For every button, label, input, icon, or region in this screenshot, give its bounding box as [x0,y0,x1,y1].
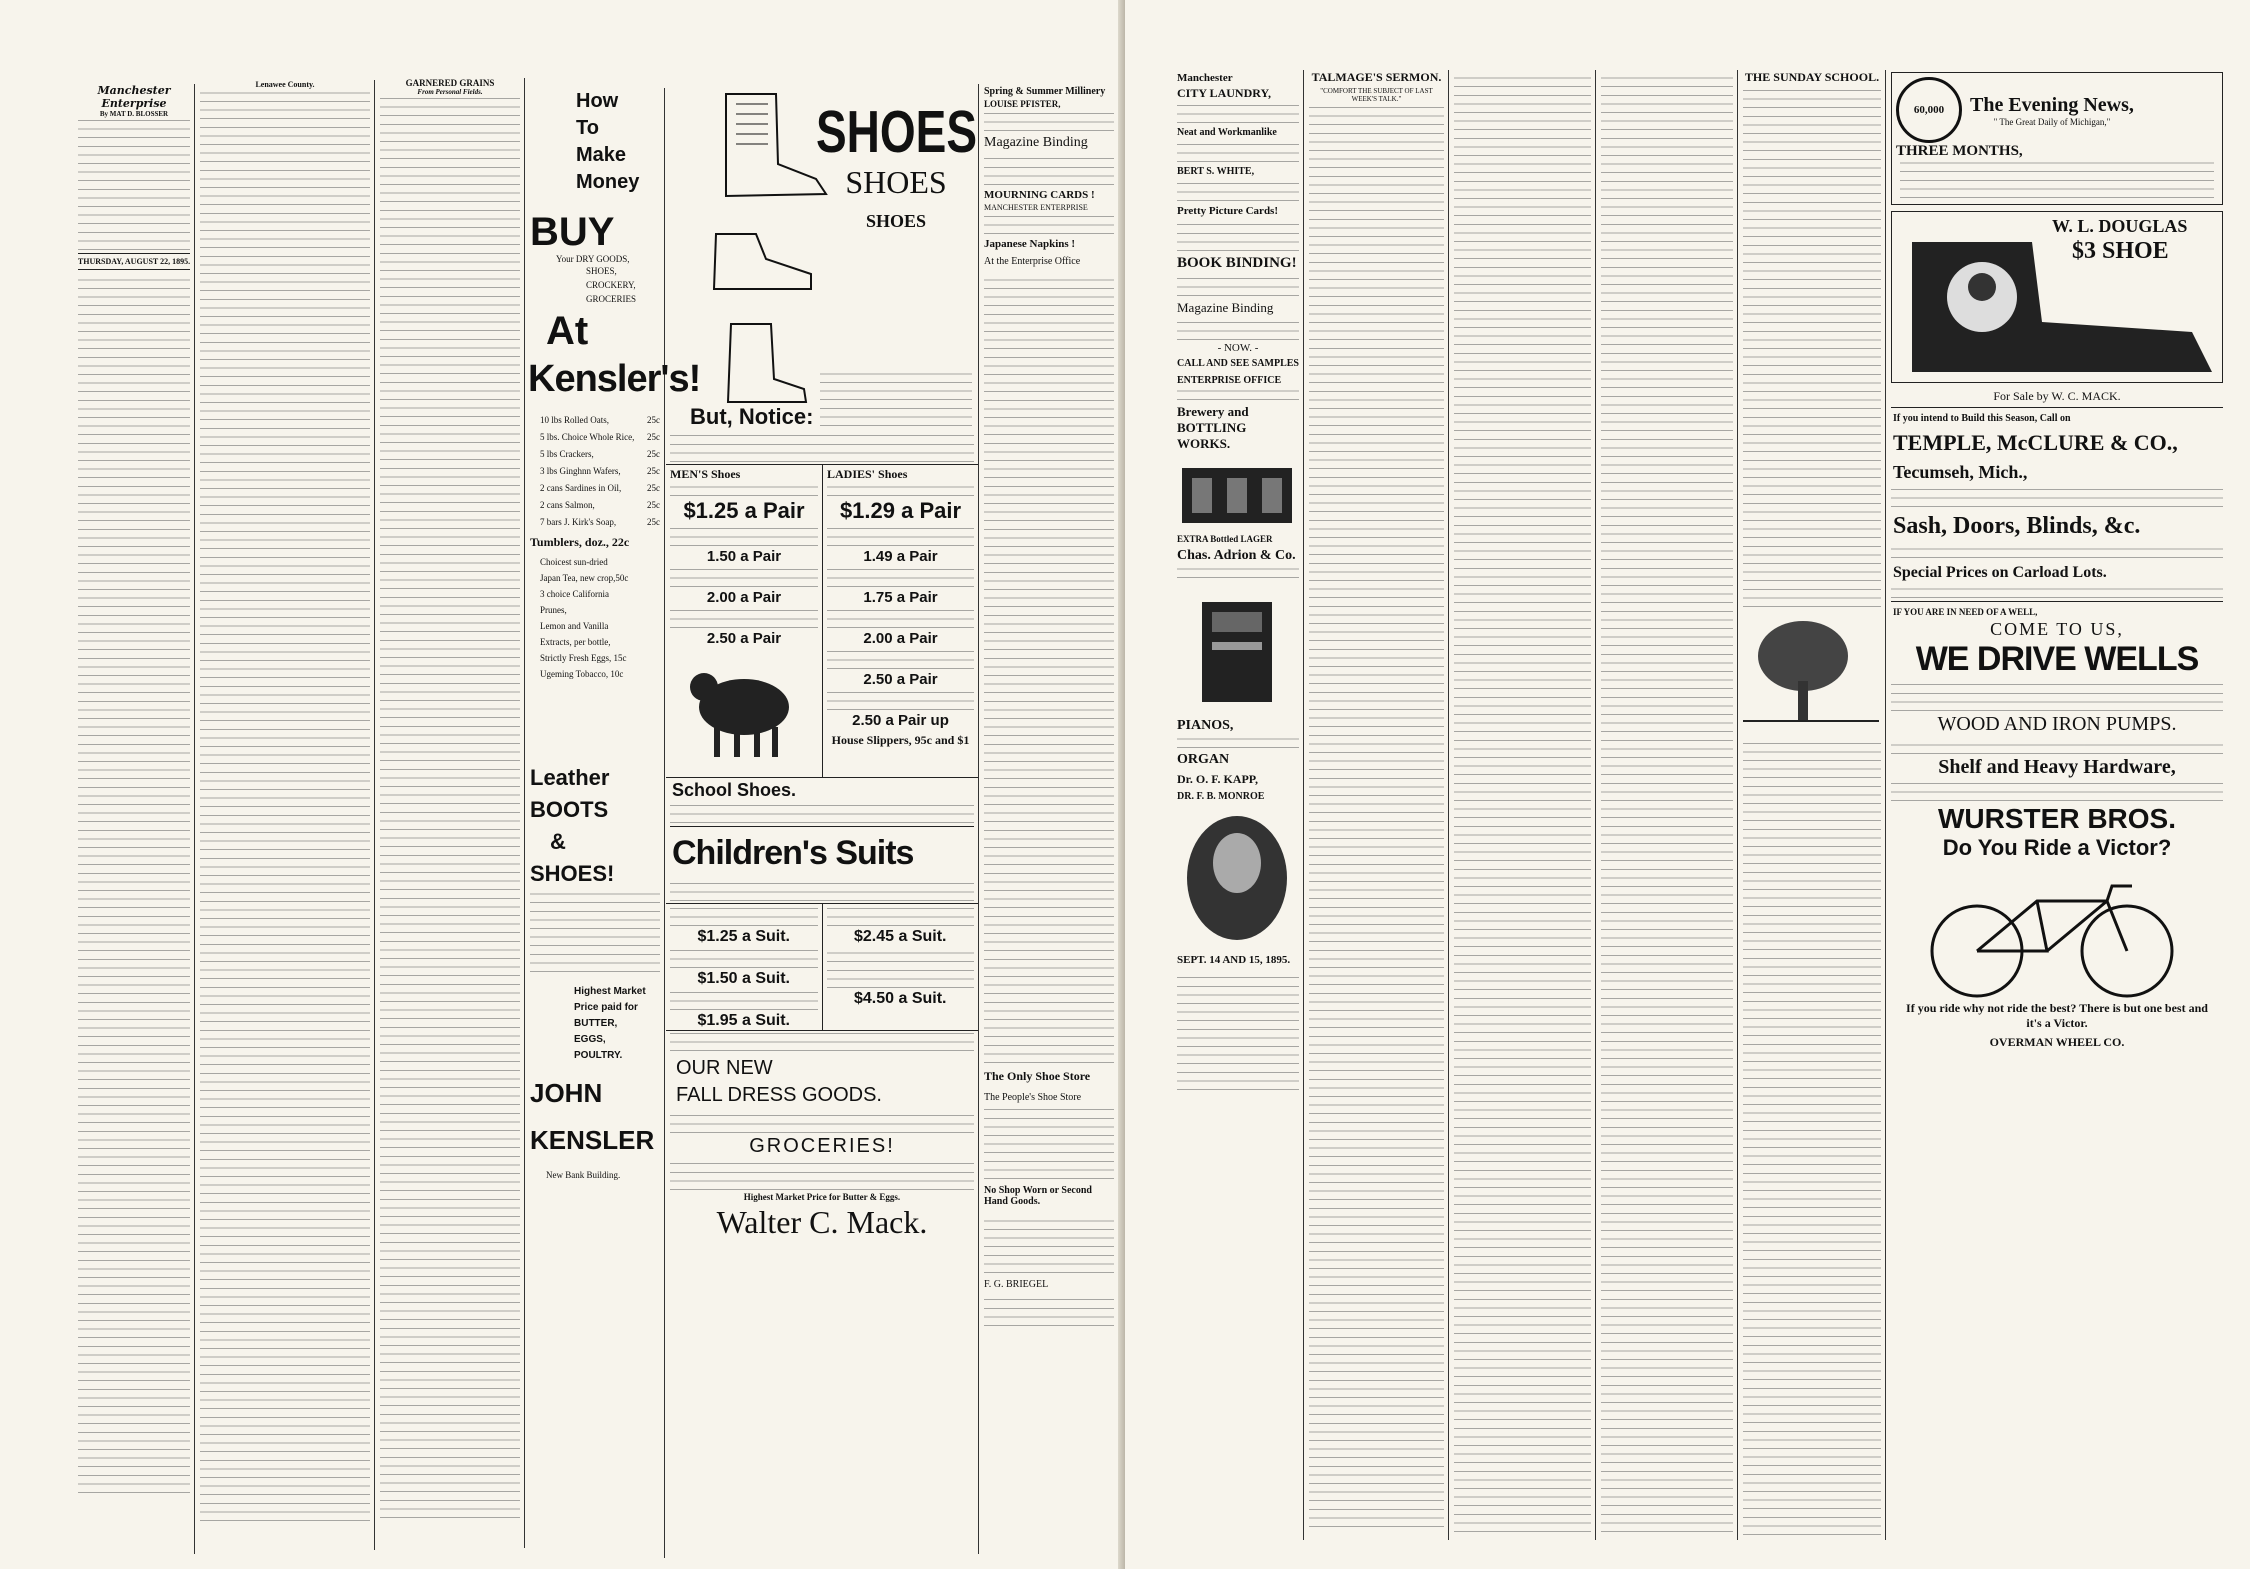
bicycle-illustration [1887,861,2217,1001]
grocery-row: 3 lbs Ginghnn Wafers, 25c [540,466,660,476]
price: 2.50 a Pair up [852,712,949,729]
sermon-subtitle: "COMFORT THE SUBJECT OF LAST WEEK'S TALK." [1320,87,1433,103]
millinery: Spring & Summer Millinery [984,86,1106,97]
louise-pfister: LOUISE PFISTER, [984,99,1061,109]
subscription-notice [78,120,190,250]
magazine-binding: Magazine Binding [984,135,1088,150]
kensler-ad [526,88,701,1558]
sermon-title: TALMAGE'S SERMON. [1311,70,1442,84]
douglas-shoe-illustration [1892,212,2222,380]
school-shoes: School Shoes. [672,780,797,800]
lenawee-heading: Lenawee County. [255,80,315,89]
evening-news-title: The Evening News, [1970,93,2134,116]
sunday-school-title: THE SUNDAY SCHOOL. [1744,70,1880,84]
for-sale-by: For Sale by W. C. MACK. [1993,389,2121,403]
goods-item: GROCERIES [586,294,637,304]
circulation-seal: 60,000 [1896,77,1962,143]
sermon-text-cont [1454,72,1591,1532]
bert-white: BERT S. WHITE, [1177,166,1255,177]
garnered-grains-subheading: From Personal Fields. [417,88,483,96]
enterprise-office-right: ENTERPRISE OFFICE [1177,375,1282,386]
grocery-row: 2 cans Salmon, 25c [540,500,660,510]
goods-item: SHOES, [586,266,617,276]
peoples-shoe-store: The People's Shoe Store [984,1092,1082,1103]
date-line: THURSDAY, AUGUST 22, 1895. [77,257,191,266]
drive-wells: WE DRIVE WELLS [1915,640,2199,678]
price: 2.00 a Pair [706,589,782,606]
price: $1.25 a Pair [683,498,805,523]
sept-dates: SEPT. 14 AND 15, 1895. [1177,954,1291,966]
enterprise-name: MANCHESTER ENTERPRISE [984,203,1088,212]
mourning-cards: MOURNING CARDS ! [984,189,1095,201]
at-heading: At [546,309,589,353]
overman-wheel: OVERMAN WHEEL CO. [1989,1035,2125,1049]
market-price-notice: Highest Market Price paid for BUTTER, EGGS, POULTRY. [574,986,646,1061]
enterprise-office: At the Enterprise Office [984,256,1081,267]
left-col-1 [74,84,195,1554]
price: 1.75 a Pair [863,589,938,606]
sunday-school-text [1743,87,1881,607]
kenslers-heading: Kensler's! [528,358,701,400]
dr-monroe: DR. F. B. MONROE [1177,791,1265,802]
manchester-label: Manchester [1177,72,1233,84]
extra-lager: EXTRA Bottled LAGER [1177,534,1273,544]
how-to-make-money [526,88,664,196]
sunday-school-col [1739,70,1886,1540]
sunday-school-text-2 [1743,735,1881,1535]
temple-mcclure: TEMPLE, McCLURE & CO., [1893,430,2178,455]
pianos: PIANOS, [1177,718,1234,733]
sermon-col-2 [1450,70,1596,1540]
ride-victor: Do You Ride a Victor? [1942,835,2172,860]
brewery: Brewery and BOTTLING WORKS. [1177,404,1249,451]
shoes-title-1: SHOES [816,97,978,165]
sermon-text-cont-2 [1601,72,1733,1532]
price: $1.29 a Pair [839,498,962,523]
personal-items-text [380,98,520,1518]
house-slippers: House Slippers, 95c and $1 [831,733,970,747]
dry-goods-line: Your DRY GOODS, [556,254,630,264]
organ-illustration [1177,582,1297,712]
brewery-illustration [1177,458,1297,528]
chas-adrion: Chas. Adrion & Co. [1177,548,1296,563]
now-label: - NOW. - [1217,342,1259,354]
shoes-ad [666,84,979,1554]
right-newspaper-page [1125,0,2250,1569]
grocery-row: 5 lbs. Choice Whole Rice, 25c [540,432,660,442]
john-name: JOHN [530,1078,603,1108]
sermon-col-1 [1305,70,1449,1540]
tecumseh: Tecumseh, Mich., [1893,462,2028,482]
suit-price: $2.45 a Suit. [854,928,947,945]
book-binding: BOOK BINDING! [1177,255,1297,271]
call-samples: CALL AND SEE SAMPLES [1177,358,1299,369]
price: 1.49 a Pair [863,548,938,565]
highest-butter: Highest Market Price for Butter & Eggs. [743,1192,901,1202]
suit-price: $1.95 a Suit. [697,1012,790,1029]
briegel: F. G. BRIEGEL [984,1279,1049,1290]
boot-illustration [686,84,836,404]
tumbler-extras: Choicest sun-dried Japan Tea, new crop,50c 3 choice California Prunes, Lemon and Vanilla Extracts, per bottle, Strictly Fresh Eggs, 15c Ugeming Tobacco, 10c [540,557,629,679]
suit-price: $4.50 a Suit. [854,990,947,1007]
money-word: Money [576,171,640,193]
how-word: How [576,90,619,112]
sash-doors: Sash, Doors, Blinds, &c. [1893,513,2141,539]
make-word: Make [576,144,627,166]
suit-price: $1.25 a Suit. [697,928,790,945]
walter-mack: Walter C. Mack. [716,1204,928,1240]
but-notice: But, Notice: [690,404,814,429]
douglas-name: W. L. DOUGLAS [2052,216,2188,236]
magazine-binding-right: Magazine Binding [1177,300,1274,315]
only-shoe-store: The Only Shoe Store [984,1069,1091,1083]
intend-build: If you intend to Build this Season, Call on [1893,413,2071,424]
tumblers-line: Tumblers, doz., 22c [530,535,630,549]
douglas-shoe-ad [1891,211,2223,383]
our-new: OUR NEW [676,1057,773,1079]
sermon-text [1309,107,1444,1527]
left-col-3 [376,78,525,1548]
right-ads-col [1887,70,2227,1540]
price: 2.00 a Pair [863,630,938,647]
wood-iron-pumps: WOOD AND IRON PUMPS. [1937,713,2177,735]
shoes-title-3: SHOES [865,211,927,231]
ladies-shoes-list: LADIES' Shoes $1.29 a Pair 1.49 a Pair 1.75 a Pair 2.00 a Pair 2.50 a Pair 2.50 a Pair up House Slippers, 95c and $1 [823,465,978,777]
shop-worn: No Shop Worn or Second Hand Goods. [984,1185,1092,1207]
shelf-hardware: Shelf and Heavy Hardware, [1938,756,2176,778]
price: 1.50 a Pair [706,548,782,565]
pretty-picture-cards: Pretty Picture Cards! [1177,205,1279,217]
new-bank-building: New Bank Building. [546,1170,621,1180]
byline: By MAT D. BLOSSER [99,110,169,118]
special-prices: Special Prices on Carload Lots. [1893,564,2107,581]
japanese-napkins: Japanese Napkins ! [984,238,1076,250]
wurster-bros: WURSTER BROS. [1938,803,2176,834]
mens-shoes-list: MEN'S Shoes $1.25 a Pair 1.50 a Pair 2.00 a Pair 2.50 a Pair [666,465,823,777]
grocery-row: 10 lbs Rolled Oats, 25c [540,415,660,425]
masthead: Manchester Enterprise [97,84,171,110]
groceries-heading: GROCERIES! [749,1135,895,1157]
come-to-us: COME TO US, [1990,619,2124,639]
city-laundry: CITY LAUNDRY, [1177,86,1272,100]
goods-list [526,264,664,306]
right-col-1 [1173,70,1304,1540]
goods-item: CROCKERY, [586,280,636,290]
lenawee-news-text [200,91,370,1521]
suit-price: $1.50 a Suit. [697,970,790,987]
organ: ORGAN [1177,752,1230,767]
fall-dress-goods: FALL DRESS GOODS. [676,1084,882,1106]
to-word: To [576,117,599,139]
grocery-price-list [526,402,664,531]
dr-kapp: Dr. O. F. KAPP, [1177,772,1259,786]
great-daily: " The Great Daily of Michigan," [1993,116,2111,127]
portrait-illustration [1177,808,1297,948]
buy-heading: BUY [530,210,615,254]
garnered-grains-heading: GARNERED GRAINS [405,78,495,88]
need-well: IF YOU ARE IN NEED OF A WELL, [1893,607,2038,617]
leather-boots-shoes: Leather BOOTS & SHOES! [530,765,615,886]
grocery-row: 7 bars J. Kirk's Soap, 25c [540,517,660,527]
three-months: THREE MONTHS, [1896,143,2023,159]
price: 2.50 a Pair [706,630,782,647]
douglas-shoe: $3 SHOE [2072,238,2169,264]
evening-news-ad [1891,72,2223,205]
sermon-col-3 [1597,70,1738,1540]
neat-workmanlike: Neat and Workmanlike [1177,127,1277,138]
grocery-row: 2 cans Sardines in Oil, 25c [540,483,660,493]
local-news-text [78,273,190,1493]
lamb-illustration [674,657,814,767]
kensler-name: KENSLER [530,1125,655,1155]
price: 2.50 a Pair [863,671,938,688]
shoes-title-2: SHOES [845,164,947,200]
grocery-row: 5 lbs Crackers, 25c [540,449,660,459]
childrens-suits: Children's Suits [672,834,914,872]
tree-illustration [1743,611,1879,731]
left-col-6 [980,84,1118,1554]
ride-best: If you ride why not ride the best? There is but one best and it's a Victor. [1906,1001,2208,1030]
left-col-2 [196,80,375,1550]
